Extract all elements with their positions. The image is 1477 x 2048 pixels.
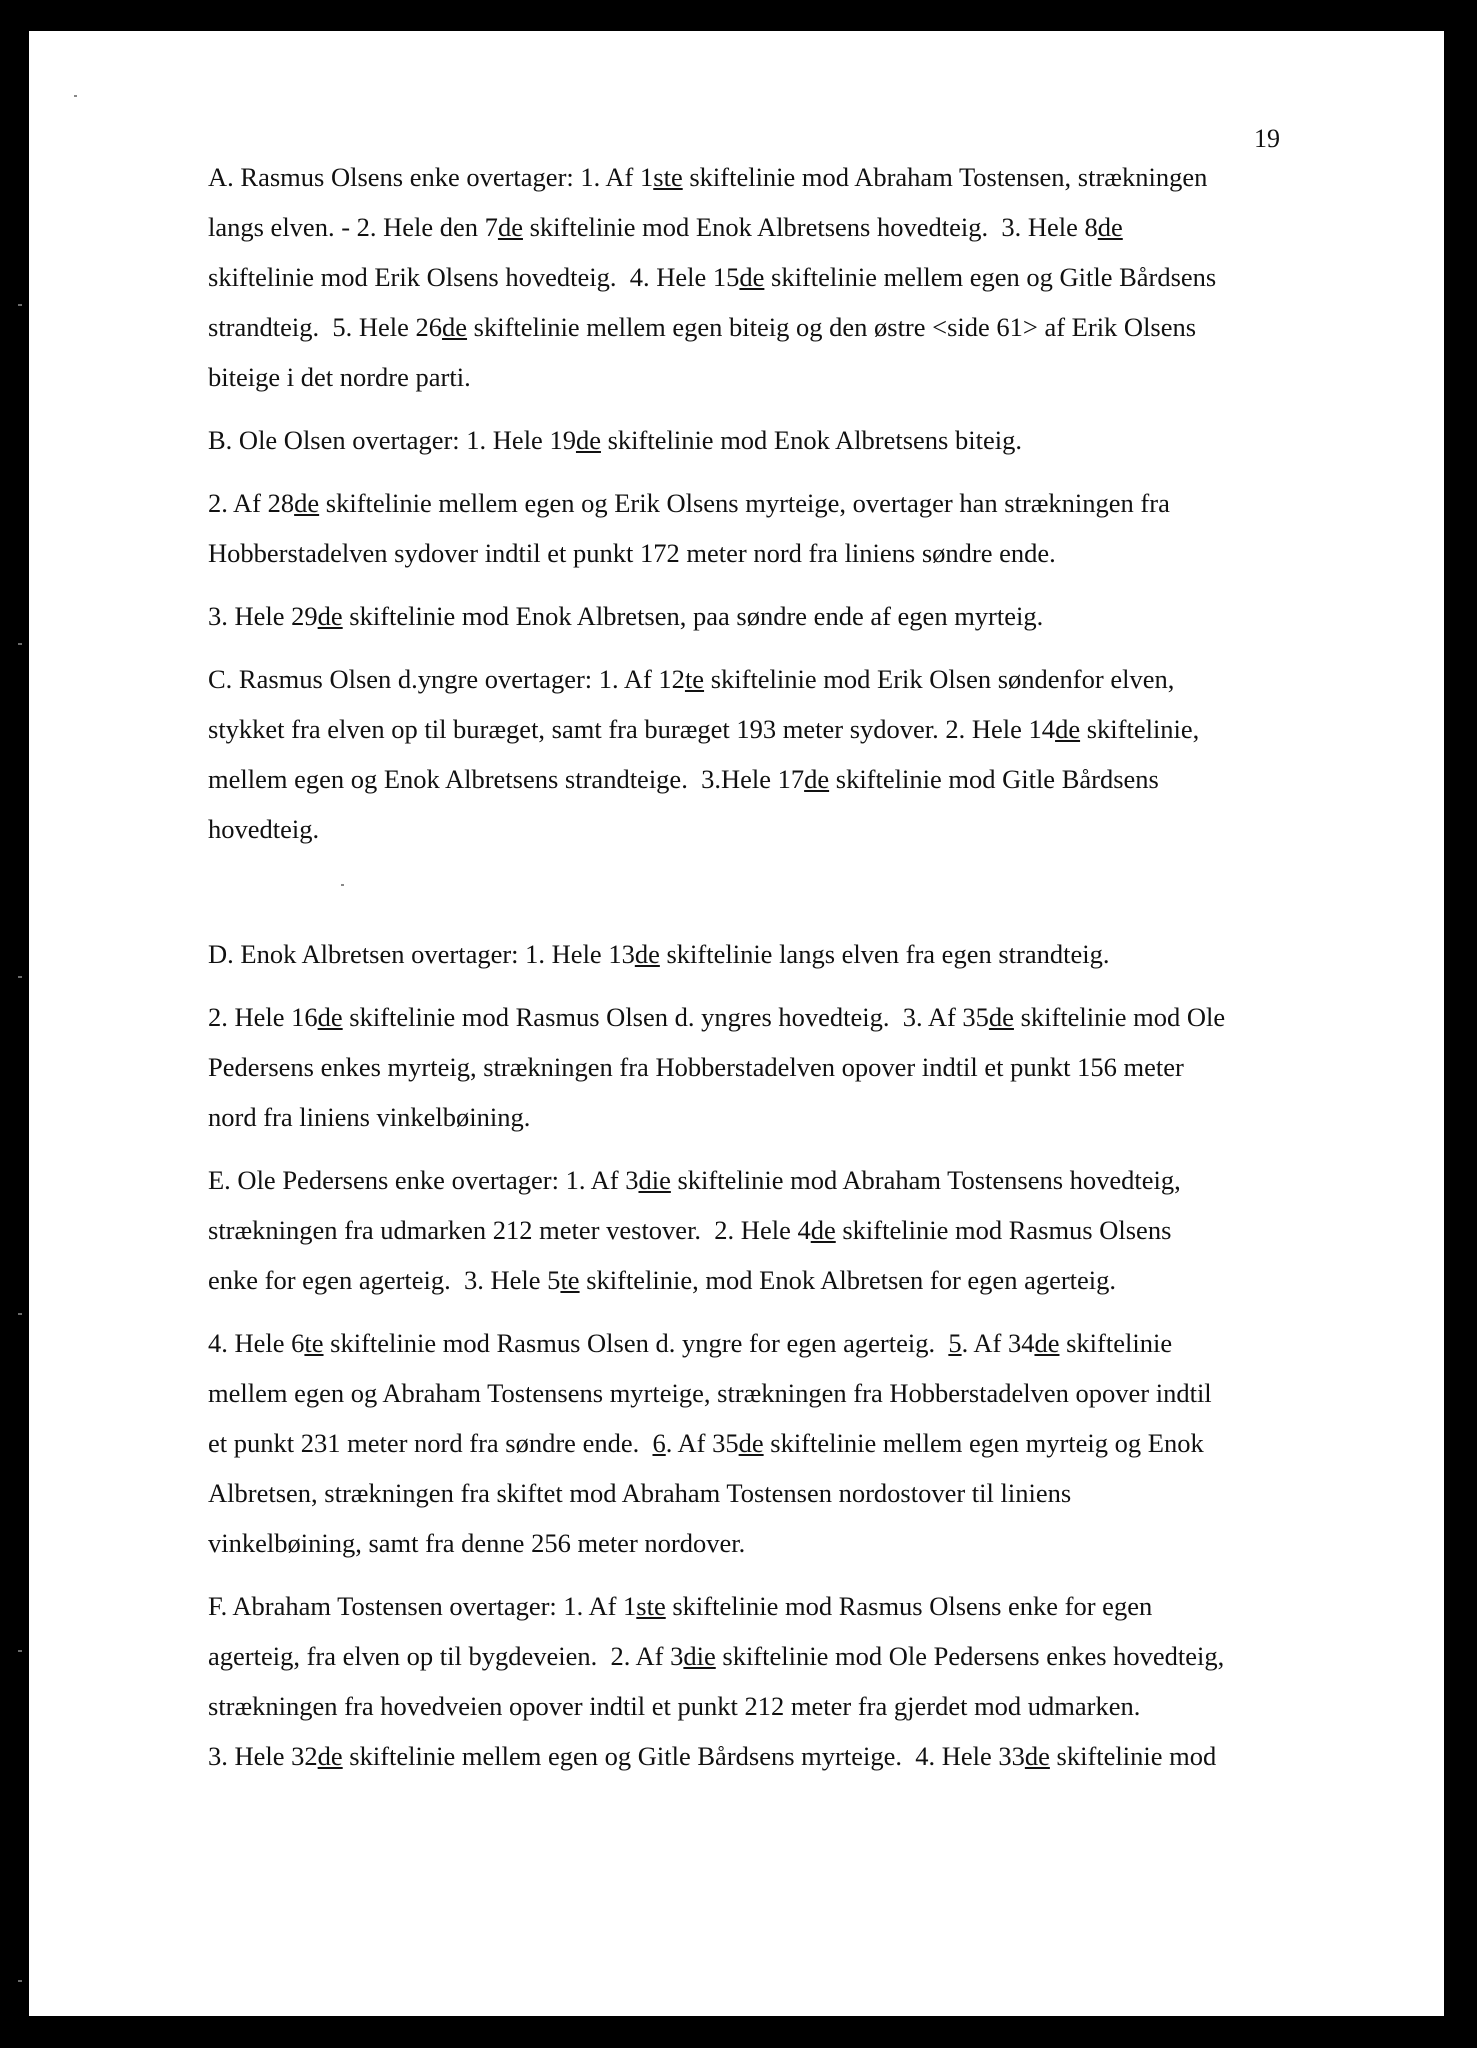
text-fragment: E. Ole Pedersens enke overtager: 1. Af 3: [208, 1165, 639, 1195]
text-fragment: et punkt 231 meter nord fra søndre ende.: [208, 1428, 653, 1458]
text-line: [208, 152, 1308, 202]
ordinal-suffix: de: [317, 1741, 343, 1771]
ordinal-suffix: ste: [653, 162, 683, 192]
ordinal-suffix: de: [575, 425, 601, 455]
paragraph: [208, 1155, 1308, 1305]
text-fragment: Pedersens enkes myrteig, strækningen fra Hobberstadelven opover indtil et punkt 156 meter: [208, 1052, 1184, 1082]
paragraph: [208, 1318, 1308, 1568]
ordinal-suffix: 5: [948, 1328, 962, 1358]
text-fragment: . Af 34: [961, 1328, 1035, 1358]
paragraph: [208, 478, 1308, 578]
ordinal-suffix: de: [317, 601, 343, 631]
page-number: 19: [1254, 124, 1280, 153]
text-fragment: mellem egen og Abraham Tostensens myrteige, strækningen fra Hobberstadelven opover indtil: [208, 1378, 1212, 1408]
text-fragment: skiftelinie, mod Enok Albretsen for egen agerteig.: [579, 1265, 1117, 1295]
text-fragment: F. Abraham Tostensen overtager: 1. Af 1: [208, 1591, 637, 1621]
text-fragment: skiftelinie mod Rasmus Olsen d. yngres hovedteig. 3. Af 35: [342, 1002, 989, 1032]
text-fragment: skiftelinie mellem egen og Gitle Bårdsens myrteige. 4. Hele 33: [342, 1741, 1025, 1771]
ordinal-suffix: de: [988, 1002, 1014, 1032]
text-line: [208, 478, 1308, 528]
paragraph: [208, 152, 1308, 402]
text-fragment: skiftelinie mod Gitle Bårdsens: [829, 764, 1159, 794]
text-line: [208, 1318, 1308, 1368]
text-fragment: . Af 35: [665, 1428, 739, 1458]
ordinal-suffix: de: [739, 262, 765, 292]
text-line: [208, 1155, 1308, 1205]
text-line: [208, 654, 1308, 704]
text-fragment: skiftelinie mod Abraham Tostensen, strækningen: [682, 162, 1208, 192]
text-line: [208, 704, 1308, 754]
text-fragment: skiftelinie mod Enok Albretsens hovedteig. 3. Hele 8: [522, 212, 1098, 242]
ordinal-suffix: te: [304, 1328, 324, 1358]
text-line: [208, 754, 1308, 804]
text-line: [208, 1631, 1308, 1681]
ordinal-suffix: die: [638, 1165, 671, 1195]
text-line: [208, 252, 1308, 302]
ordinal-suffix: de: [1055, 714, 1081, 744]
text-fragment: D. Enok Albretsen overtager: 1. Hele 13: [208, 939, 635, 969]
text-fragment: skiftelinie mod Rasmus Olsens enke for egen: [665, 1591, 1153, 1621]
text-fragment: skiftelinie mod Ole Pedersens enkes hovedteig,: [715, 1641, 1225, 1671]
text-fragment: enke for egen agerteig. 3. Hele 5: [208, 1265, 561, 1295]
ordinal-suffix: de: [810, 1215, 836, 1245]
text-fragment: skiftelinie mod Ole: [1013, 1002, 1226, 1032]
ordinal-suffix: de: [497, 212, 523, 242]
text-fragment: 3. Hele 32: [208, 1741, 318, 1771]
text-fragment: vinkelbøining, samt fra denne 256 meter nordover.: [208, 1528, 746, 1558]
text-fragment: skiftelinie mod Enok Albretsens biteig.: [600, 425, 1022, 455]
text-line: [208, 929, 1308, 979]
text-line: [208, 1368, 1308, 1418]
text-line: [208, 1205, 1308, 1255]
text-fragment: skiftelinie mellem egen biteig og den østre <side 61> af Erik Olsens: [467, 312, 1197, 342]
text-fragment: skiftelinie mod: [1049, 1741, 1217, 1771]
text-line: [208, 1468, 1308, 1518]
ordinal-suffix: de: [738, 1428, 764, 1458]
text-fragment: Hobberstadelven sydover indtil et punkt 172 meter nord fra liniens søndre ende.: [208, 538, 1056, 568]
scan-edge-mark: [18, 976, 22, 978]
text-fragment: 2. Hele 16: [208, 1002, 318, 1032]
paragraph: [208, 929, 1308, 979]
text-line: [208, 1681, 1308, 1731]
text-fragment: 4. Hele 6: [208, 1328, 305, 1358]
text-fragment: 2. Af 28: [208, 488, 295, 518]
text-line: [208, 1255, 1308, 1305]
text-fragment: skiftelinie: [1059, 1328, 1173, 1358]
text-fragment: skiftelinie mellem egen og Erik Olsens myrteige, overtager han strækningen fra: [319, 488, 1170, 518]
scan-edge-mark: [18, 304, 22, 306]
text-line: [208, 1731, 1308, 1781]
text-fragment: skiftelinie mod Erik Olsens hovedteig. 4. Hele 15: [208, 262, 740, 292]
text-fragment: skiftelinie langs elven fra egen strandteig.: [659, 939, 1110, 969]
text-fragment: strækningen fra hovedveien opover indtil et punkt 212 meter fra gjerdet mod udmarken.: [208, 1691, 1141, 1721]
scan-edge-mark: [18, 1650, 22, 1652]
text-fragment: skiftelinie mellem egen myrteig og Enok: [763, 1428, 1204, 1458]
text-line: [208, 528, 1308, 578]
text-line: [208, 415, 1308, 465]
text-line: [208, 1418, 1308, 1468]
text-fragment: skiftelinie mellem egen og Gitle Bårdsens: [764, 262, 1217, 292]
ordinal-suffix: die: [683, 1641, 716, 1671]
ordinal-suffix: te: [684, 664, 705, 694]
text-fragment: skiftelinie mod Enok Albretsen, paa søndre ende af egen myrteig.: [342, 601, 1044, 631]
text-fragment: A. Rasmus Olsens enke overtager: 1. Af 1: [208, 162, 654, 192]
scan-edge-mark: [18, 1980, 22, 1982]
text-fragment: langs elven. - 2. Hele den 7: [208, 212, 498, 242]
scan-edge-mark: [18, 643, 22, 645]
text-fragment: nord fra liniens vinkelbøining.: [208, 1102, 531, 1132]
text-line: [208, 992, 1308, 1042]
text-line: [208, 1518, 1308, 1568]
ordinal-suffix: te: [560, 1265, 580, 1295]
paragraph: [208, 415, 1308, 465]
text-line: [208, 302, 1308, 352]
ordinal-suffix: de: [294, 488, 320, 518]
paragraph: [208, 591, 1308, 641]
ordinal-suffix: de: [1024, 1741, 1050, 1771]
scan-speck: [74, 95, 77, 97]
ordinal-suffix: ste: [636, 1591, 666, 1621]
text-fragment: Albretsen, strækningen fra skiftet mod Abraham Tostensen nordostover til liniens: [208, 1478, 1072, 1508]
text-fragment: biteige i det nordre parti.: [208, 362, 471, 392]
ordinal-suffix: de: [317, 1002, 343, 1032]
paragraph: [208, 1581, 1308, 1781]
text-fragment: agerteig, fra elven op til bygdeveien. 2. Af 3: [208, 1641, 684, 1671]
text-line: [208, 202, 1308, 252]
paragraph: [208, 992, 1308, 1142]
text-fragment: C. Rasmus Olsen d.yngre overtager: 1. Af 12: [208, 664, 685, 694]
text-line: [208, 804, 1308, 854]
text-fragment: skiftelinie,: [1080, 714, 1200, 744]
ordinal-suffix: de: [1034, 1328, 1060, 1358]
text-line: [208, 1092, 1308, 1142]
scan-edge-mark: [18, 1313, 22, 1315]
text-line: [208, 591, 1308, 641]
text-fragment: skiftelinie mod Abraham Tostensens hovedteig,: [670, 1165, 1181, 1195]
text-fragment: skiftelinie mod Rasmus Olsens: [835, 1215, 1172, 1245]
document-body: [208, 152, 1308, 1794]
paragraph: [208, 654, 1308, 854]
text-fragment: hovedteig.: [208, 814, 320, 844]
ordinal-suffix: de: [634, 939, 660, 969]
text-fragment: stykket fra elven op til buræget, samt fra buræget 193 meter sydover. 2. Hele 14: [208, 714, 1056, 744]
text-fragment: mellem egen og Enok Albretsens strandteige. 3.Hele 17: [208, 764, 805, 794]
text-line: [208, 352, 1308, 402]
text-fragment: strandteig. 5. Hele 26: [208, 312, 443, 342]
text-fragment: skiftelinie mod Rasmus Olsen d. yngre for egen agerteig.: [323, 1328, 949, 1358]
ordinal-suffix: 6: [652, 1428, 666, 1458]
ordinal-suffix: de: [1097, 212, 1123, 242]
text-line: [208, 1042, 1308, 1092]
ordinal-suffix: de: [804, 764, 830, 794]
text-fragment: strækningen fra udmarken 212 meter vestover. 2. Hele 4: [208, 1215, 811, 1245]
text-fragment: 3. Hele 29: [208, 601, 318, 631]
text-fragment: B. Ole Olsen overtager: 1. Hele 19: [208, 425, 576, 455]
text-fragment: skiftelinie mod Erik Olsen søndenfor elven,: [704, 664, 1175, 694]
text-line: [208, 1581, 1308, 1631]
ordinal-suffix: de: [442, 312, 468, 342]
